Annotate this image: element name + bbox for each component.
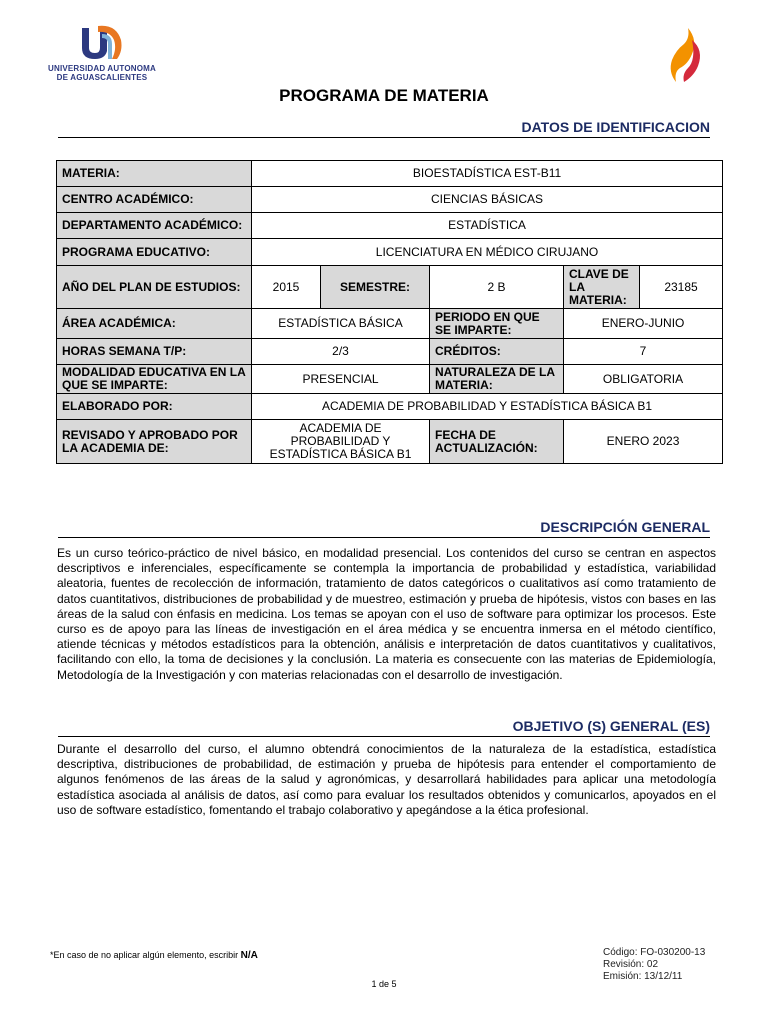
- table-row: [57, 187, 723, 213]
- flame-logo: [668, 26, 704, 89]
- section-heading-identificacion: DATOS DE IDENTIFICACION: [58, 119, 710, 138]
- page-number: 1 de 5: [371, 979, 397, 989]
- table-row: [57, 394, 723, 420]
- document-code: Código: FO-030200-13: [603, 947, 706, 958]
- document-code-block: [603, 947, 705, 983]
- departamento-label: DEPARTAMENTO ACADÉMICO:: [57, 213, 252, 239]
- document-emission: Emisión: 13/12/11: [603, 971, 683, 982]
- centro-value: CIENCIAS BÁSICAS: [252, 187, 723, 213]
- table-row: [57, 365, 723, 394]
- table-row: [57, 309, 723, 339]
- anio-label: AÑO DEL PLAN DE ESTUDIOS:: [57, 266, 252, 309]
- section-heading-descripcion: DESCRIPCIÓN GENERAL: [58, 519, 710, 538]
- footnote: [50, 950, 258, 961]
- table-row: [57, 339, 723, 365]
- clave-label: CLAVE DE LA MATERIA:: [564, 266, 640, 309]
- revisado-value: ACADEMIA DE PROBABILIDAD Y ESTADÍSTICA BÁSICA B1: [252, 420, 430, 464]
- horas-label: HORAS SEMANA T/P:: [57, 339, 252, 365]
- naturaleza-label: NATURALEZA DE LA MATERIA:: [430, 365, 564, 394]
- revisado-label: REVISADO Y APROBADO POR LA ACADEMIA DE:: [57, 420, 252, 464]
- semestre-label: SEMESTRE:: [321, 266, 430, 309]
- area-label: ÁREA ACADÉMICA:: [57, 309, 252, 339]
- page-title: PROGRAMA DE MATERIA: [279, 86, 489, 105]
- university-emblem-icon: [76, 24, 126, 62]
- section-heading-objetivo: OBJETIVO (S) GENERAL (ES): [58, 718, 710, 737]
- footnote-text: *En caso de no aplicar algún elemento, escribir: [50, 950, 239, 960]
- footnote-value: N/A: [240, 950, 258, 961]
- semestre-value: 2 B: [430, 266, 564, 309]
- centro-label: CENTRO ACADÉMICO:: [57, 187, 252, 213]
- clave-value: 23185: [640, 266, 723, 309]
- objetivo-paragraph: Durante el desarrollo del curso, el alumno obtendrá conocimientos de la naturaleza de la estadística, estadística descriptiva, distribuciones de probabilidad, de estimación y prueba de hipótesis para entender el comportamiento de algunos fenómenos de las áreas de la salud y agronómicas, y desarrollará habilidades para aplicar una metodología estadística asociada al análisis de datos, así como para evaluar los resultados obtenidos y comunicarlos, apoyados en el uso de software estadístico, fomentando el trabajo colaborativo y apegándose a la ética profesional.: [57, 742, 716, 817]
- document-revision: Revisión: 02: [603, 959, 659, 970]
- modalidad-label: MODALIDAD EDUCATIVA EN LA QUE SE IMPARTE:: [57, 365, 252, 394]
- university-name-line2: DE AGUASCALIENTES: [56, 73, 148, 82]
- descripcion-paragraph: Es un curso teórico-práctico de nivel básico, en modalidad presencial. Los contenidos del curso se centran en aspectos descriptivos e inferenciales, específicamente se contempla la importancia de probabilidad y estadística, variabilidad aleatoria, fuentes de recolección de información, tratamiento de datos categóricos o cualitativos así como tratamiento de datos cuantitativos, distribuciones de probabilidad y de muestreo, estimación y prueba de hipótesis, vistos con bases en las áreas de la salud con énfasis en medicina. Los temas se apoyan con el uso de software para optimizar los procesos. Este curso es de apoyo para las líneas de investigación en el área médica y se encuentra inmersa en el método científico, atiende técnicas y métodos estadísticos para la obtención, análisis e interpretación de datos cuantitativos y cualitativos, facilitando con ello, la toma de decisiones y la conclusión. La materia es consecuente con las materias de Epidemiología, Metodología de la Investigación y con materias relacionadas con el desarrollo de investigación.: [57, 546, 716, 682]
- table-row: [57, 239, 723, 266]
- fecha-label: FECHA DE ACTUALIZACIÓN:: [430, 420, 564, 464]
- materia-label: MATERIA:: [57, 161, 252, 187]
- periodo-value: ENERO-JUNIO: [564, 309, 723, 339]
- table-row: [57, 161, 723, 187]
- elaborado-value: ACADEMIA DE PROBABILIDAD Y ESTADÍSTICA BÁSICA B1: [252, 394, 723, 420]
- table-row: [57, 266, 723, 309]
- fecha-value: ENERO 2023: [564, 420, 723, 464]
- area-value: ESTADÍSTICA BÁSICA: [252, 309, 430, 339]
- departamento-value: ESTADÍSTICA: [252, 213, 723, 239]
- table-row: [57, 213, 723, 239]
- naturaleza-value: OBLIGATORIA: [564, 365, 723, 394]
- programa-value: LICENCIATURA EN MÉDICO CIRUJANO: [252, 239, 723, 266]
- materia-value: BIOESTADÍSTICA EST-B11: [252, 161, 723, 187]
- creditos-value: 7: [564, 339, 723, 365]
- flame-icon: [668, 26, 704, 84]
- programa-label: PROGRAMA EDUCATIVO:: [57, 239, 252, 266]
- anio-value: 2015: [252, 266, 321, 309]
- table-row: [57, 420, 723, 464]
- modalidad-value: PRESENCIAL: [252, 365, 430, 394]
- university-logo: [42, 24, 162, 86]
- periodo-label: PERIODO EN QUE SE IMPARTE:: [430, 309, 564, 339]
- identification-table: [56, 160, 723, 464]
- university-name-line1: UNIVERSIDAD AUTONOMA: [47, 64, 156, 73]
- elaborado-label: ELABORADO POR:: [57, 394, 252, 420]
- horas-value: 2/3: [252, 339, 430, 365]
- creditos-label: CRÉDITOS:: [430, 339, 564, 365]
